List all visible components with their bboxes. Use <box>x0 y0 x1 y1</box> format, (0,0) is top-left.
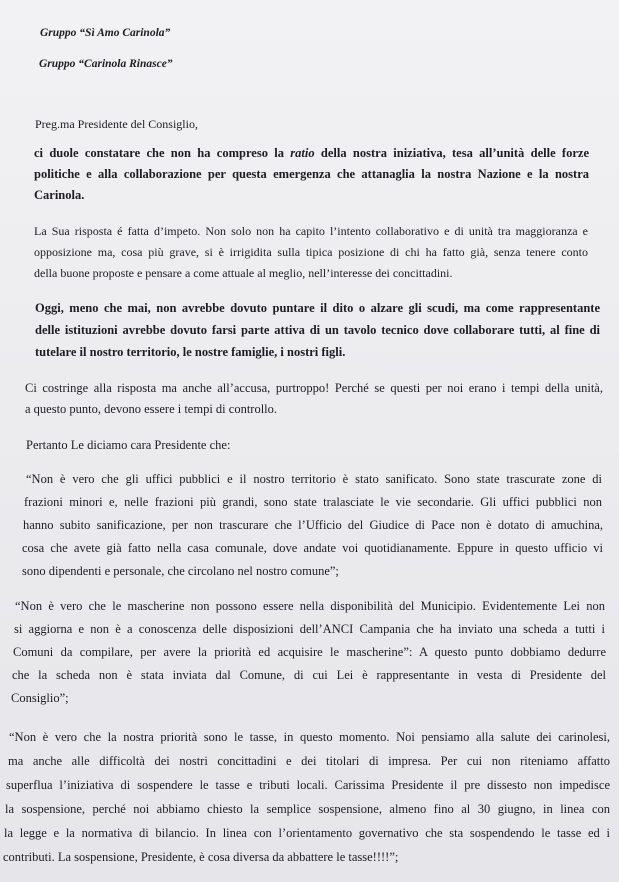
quote3-line-3: superflua l’iniziativa di sospendere le tasse e tributi locali. Carissima Presidente il pre dissesto non impedisce <box>6 778 610 792</box>
quote3-line-4: la sospensione, perché noi abbiamo chiesto la semplice sospensione, almeno fino al 30 giugno, in linea con <box>5 802 610 816</box>
group-header-1: Gruppo “Sì Amo Carinola” <box>40 27 171 39</box>
quote2-line-4: che la scheda non è stata inviata dal Comune, di cui Lei è rappresentante in vesta di Presidente del <box>12 668 606 682</box>
quote2-line-2: si aggiorna e non è a conoscenza delle disposizioni dell’ANCI Campania che ha inviato una scheda a tutti i <box>14 622 605 636</box>
quote3-line-1: “Non è vero che la nostra priorità sono le tasse, in questo momento. Noi pensiamo alla salute dei carinolesi, <box>9 730 610 744</box>
quote1-line-4: cosa che avete già fatto nella casa comunale, dove andate voi quotidianamente. Eppure in questo ufficio vi <box>22 541 603 555</box>
quote1-line-2: frazioni minori e, nelle frazioni più grandi, sono state tralasciate le vie secondarie. Gli uffici pubblici non <box>24 495 602 509</box>
para4-line-2: a questo punto, devono essere i tempi di controllo. <box>25 402 278 416</box>
quote1-line-5: sono dipendenti e personale, che circolano nel nostro comune”; <box>22 564 339 578</box>
quote3-line-2: ma anche alle difficoltà dei nostri concittadini e dei titolari di impresa. Per cui non riteniamo affatto <box>8 754 610 768</box>
para1-line-2: politiche e alla collaborazione per questa emergenza che attanaglia la nostra Nazione e la nostra <box>34 167 589 181</box>
para4-line-1: Ci costringe alla risposta ma anche all’accusa, purtroppo! Perché se questi per noi erano i tempi della unità, <box>25 381 603 395</box>
quote3-line-6: contributi. La sospensione, Presidente, è cosa diversa da abbattere le tasse!!!!”; <box>3 850 399 864</box>
para3-line-3: tutelare il nostro territorio, le nostre famiglie, i nostri figli. <box>35 345 346 359</box>
group-header-2: Gruppo “Carinola Rinasce” <box>39 58 173 70</box>
quote2-line-5: Consiglio”; <box>11 691 69 705</box>
quote3-line-5: la legge e la normativa di bilancio. In linea con l’orientamento governativo che sta sospendendo le tasse ed i <box>4 826 610 840</box>
quote2-line-1: “Non è vero che le mascherine non possono essere nella disponibilità del Municipio. Evidentemente Lei non <box>15 599 605 613</box>
para1-line-1: ci duole constatare che non ha compreso la ratio della nostra iniziativa, tesa all’unità delle forze <box>34 146 589 160</box>
ratio-word: ratio <box>290 146 315 160</box>
para2-line-1: La Sua risposta é fatta d’impeto. Non solo non ha capito l’intento collaborativo e di unità tra maggioranza e <box>34 224 588 238</box>
para3-line-2: delle istituzioni avrebbe dovuto farsi parte attiva di un tavolo tecnico dove collaborare tutti, al fine di <box>35 323 600 337</box>
quote2-line-3: Comuni da compilare, per avere la priorità ed acquisire le mascherine”: A questo punto dobbiamo dedurre <box>13 645 606 659</box>
para5: Pertanto Le diciamo cara Presidente che: <box>26 438 231 452</box>
quote1-line-1: “Non è vero che gli uffici pubblici e il nostro territorio è stato sanificato. Sono state trascurate zone di <box>26 472 602 486</box>
para2-line-3: della buone proposte e pensare a come attuale al meglio, nell’interesse dei concittadini. <box>34 266 453 280</box>
quote1-line-3: hanno subito sanificazione, per non trascurare che l’Ufficio del Giudice di Pace non è dotato di amuchina, <box>23 518 603 532</box>
para1-line-3: Carinola. <box>34 188 85 202</box>
salutation: Preg.ma Presidente del Consiglio, <box>35 117 198 131</box>
para2-line-2: opposizione ma, cosa più grave, si è irrigidita sulla tipica posizione di chi ha fatto già, senza tenere conto <box>34 245 588 259</box>
para3-line-1: Oggi, meno che mai, non avrebbe dovuto puntare il dito o alzare gli scudi, ma come rappresentante <box>35 301 600 315</box>
